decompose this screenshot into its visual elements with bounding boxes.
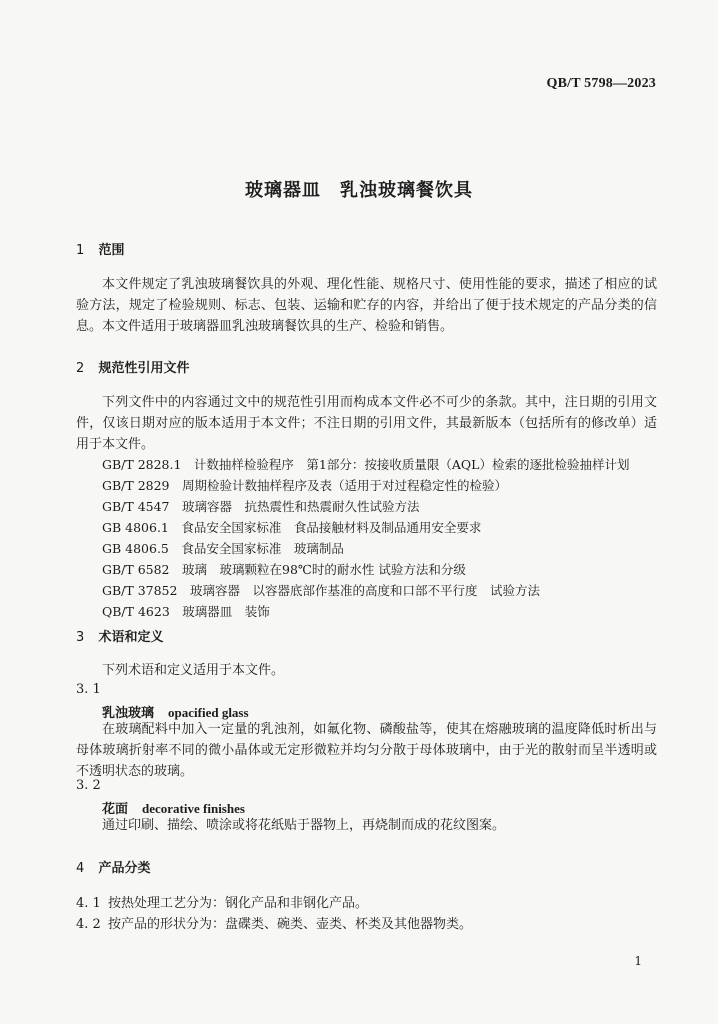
term-definition: 通过印刷、描绘、喷涂或将花纸贴于器物上，再烧制而成的花纹图案。 [102,818,506,833]
section-title: 规范性引用文件 [98,361,190,376]
section-number: 1 [76,243,85,258]
term-english: opacified glass [168,705,249,720]
reference-item: GB/T 37852 玻璃容器 以容器底部作基准的高度和口部不平行度 试验方法 [102,583,540,598]
reference-item: GB/T 6582 玻璃 玻璃颗粒在98℃时的耐水性 试验方法和分级 [102,562,466,577]
term-chinese: 花面 [102,802,129,817]
section-2-heading [76,357,190,376]
section-title: 范围 [98,243,125,258]
section-title: 产品分类 [98,861,151,876]
term-number: 3. 1 [76,682,101,697]
section-1-paragraph-1: 本文件规定了乳浊玻璃餐饮具的外观、理化性能、规格尺寸、使用性能的要求，描述了相应的试验方法，规定了检验规则、标志、包装、运输和贮存的内容，并给出了便于技术规定的产品分类的信息。 [76,277,657,334]
list-item [76,913,472,932]
reference-item: GB 4806.1 食品安全国家标准 食品接触材料及制品通用安全要求 [102,520,482,535]
item-text: 按产品的形状分为：盘碟类、碗类、壶类、杯类及其他器物类。 [108,917,473,932]
reference-item: GB/T 2829 周期检验计数抽样程序及表（适用于对过程稳定性的检验） [102,478,508,493]
item-text: 按热处理工艺分为：钢化产品和非钢化产品。 [108,896,369,911]
reference-item: GB 4806.5 食品安全国家标准 玻璃制品 [102,541,344,556]
section-4-heading [76,857,151,876]
document-title: 玻璃器皿 乳浊玻璃餐饮具 [245,180,473,201]
reference-item: GB/T 4547 玻璃容器 抗热震性和热震耐久性试验方法 [102,499,420,514]
term-chinese: 乳浊玻璃 [102,706,155,721]
list-item [76,892,368,911]
section-2-intro: 下列文件中的内容通过文中的规范性引用而构成本文件必不可少的条款。其中，注日期的引用文件，仅该日期对应的版本适用于本文件；不注日期的引用文件，其最新版本（包括所有的修改单）适用于本文件。 [76,395,657,452]
term-definition: 在玻璃配料中加入一定量的乳浊剂，如氟化物、磷酸盐等，使其在熔融玻璃的温度降低时析出与母体玻璃折射率不同的微小晶体或无定形微粒并均匀分散于母体玻璃中，由于光的散射而呈半透明或不透明状态的玻璃。 [76,722,657,779]
section-3-intro: 下列术语和定义适用于本文件。 [102,663,285,678]
section-title: 术语和定义 [98,630,164,645]
section-number: 3 [76,630,85,645]
term-english: decorative finishes [142,801,245,816]
section-number: 4 [76,861,85,876]
section-1-heading [76,239,125,258]
page-number: 1 [634,954,642,968]
reference-item: QB/T 4623 玻璃器皿 装饰 [102,604,270,619]
document-code: QB/T 5798—2023 [546,76,656,91]
item-number: 4. 1 [76,896,101,911]
section-number: 2 [76,361,85,376]
section-1-paragraph-2: 本文件适用于玻璃器皿乳浊玻璃餐饮具的生产、检验和销售。 [102,319,454,334]
reference-item: GB/T 2828.1 计数抽样检验程序 第1部分：按接收质量限（AQL）检索的逐批检验抽样计划 [102,457,630,472]
term-number: 3. 2 [76,778,101,793]
item-number: 4. 2 [76,917,101,932]
section-3-heading [76,626,164,645]
